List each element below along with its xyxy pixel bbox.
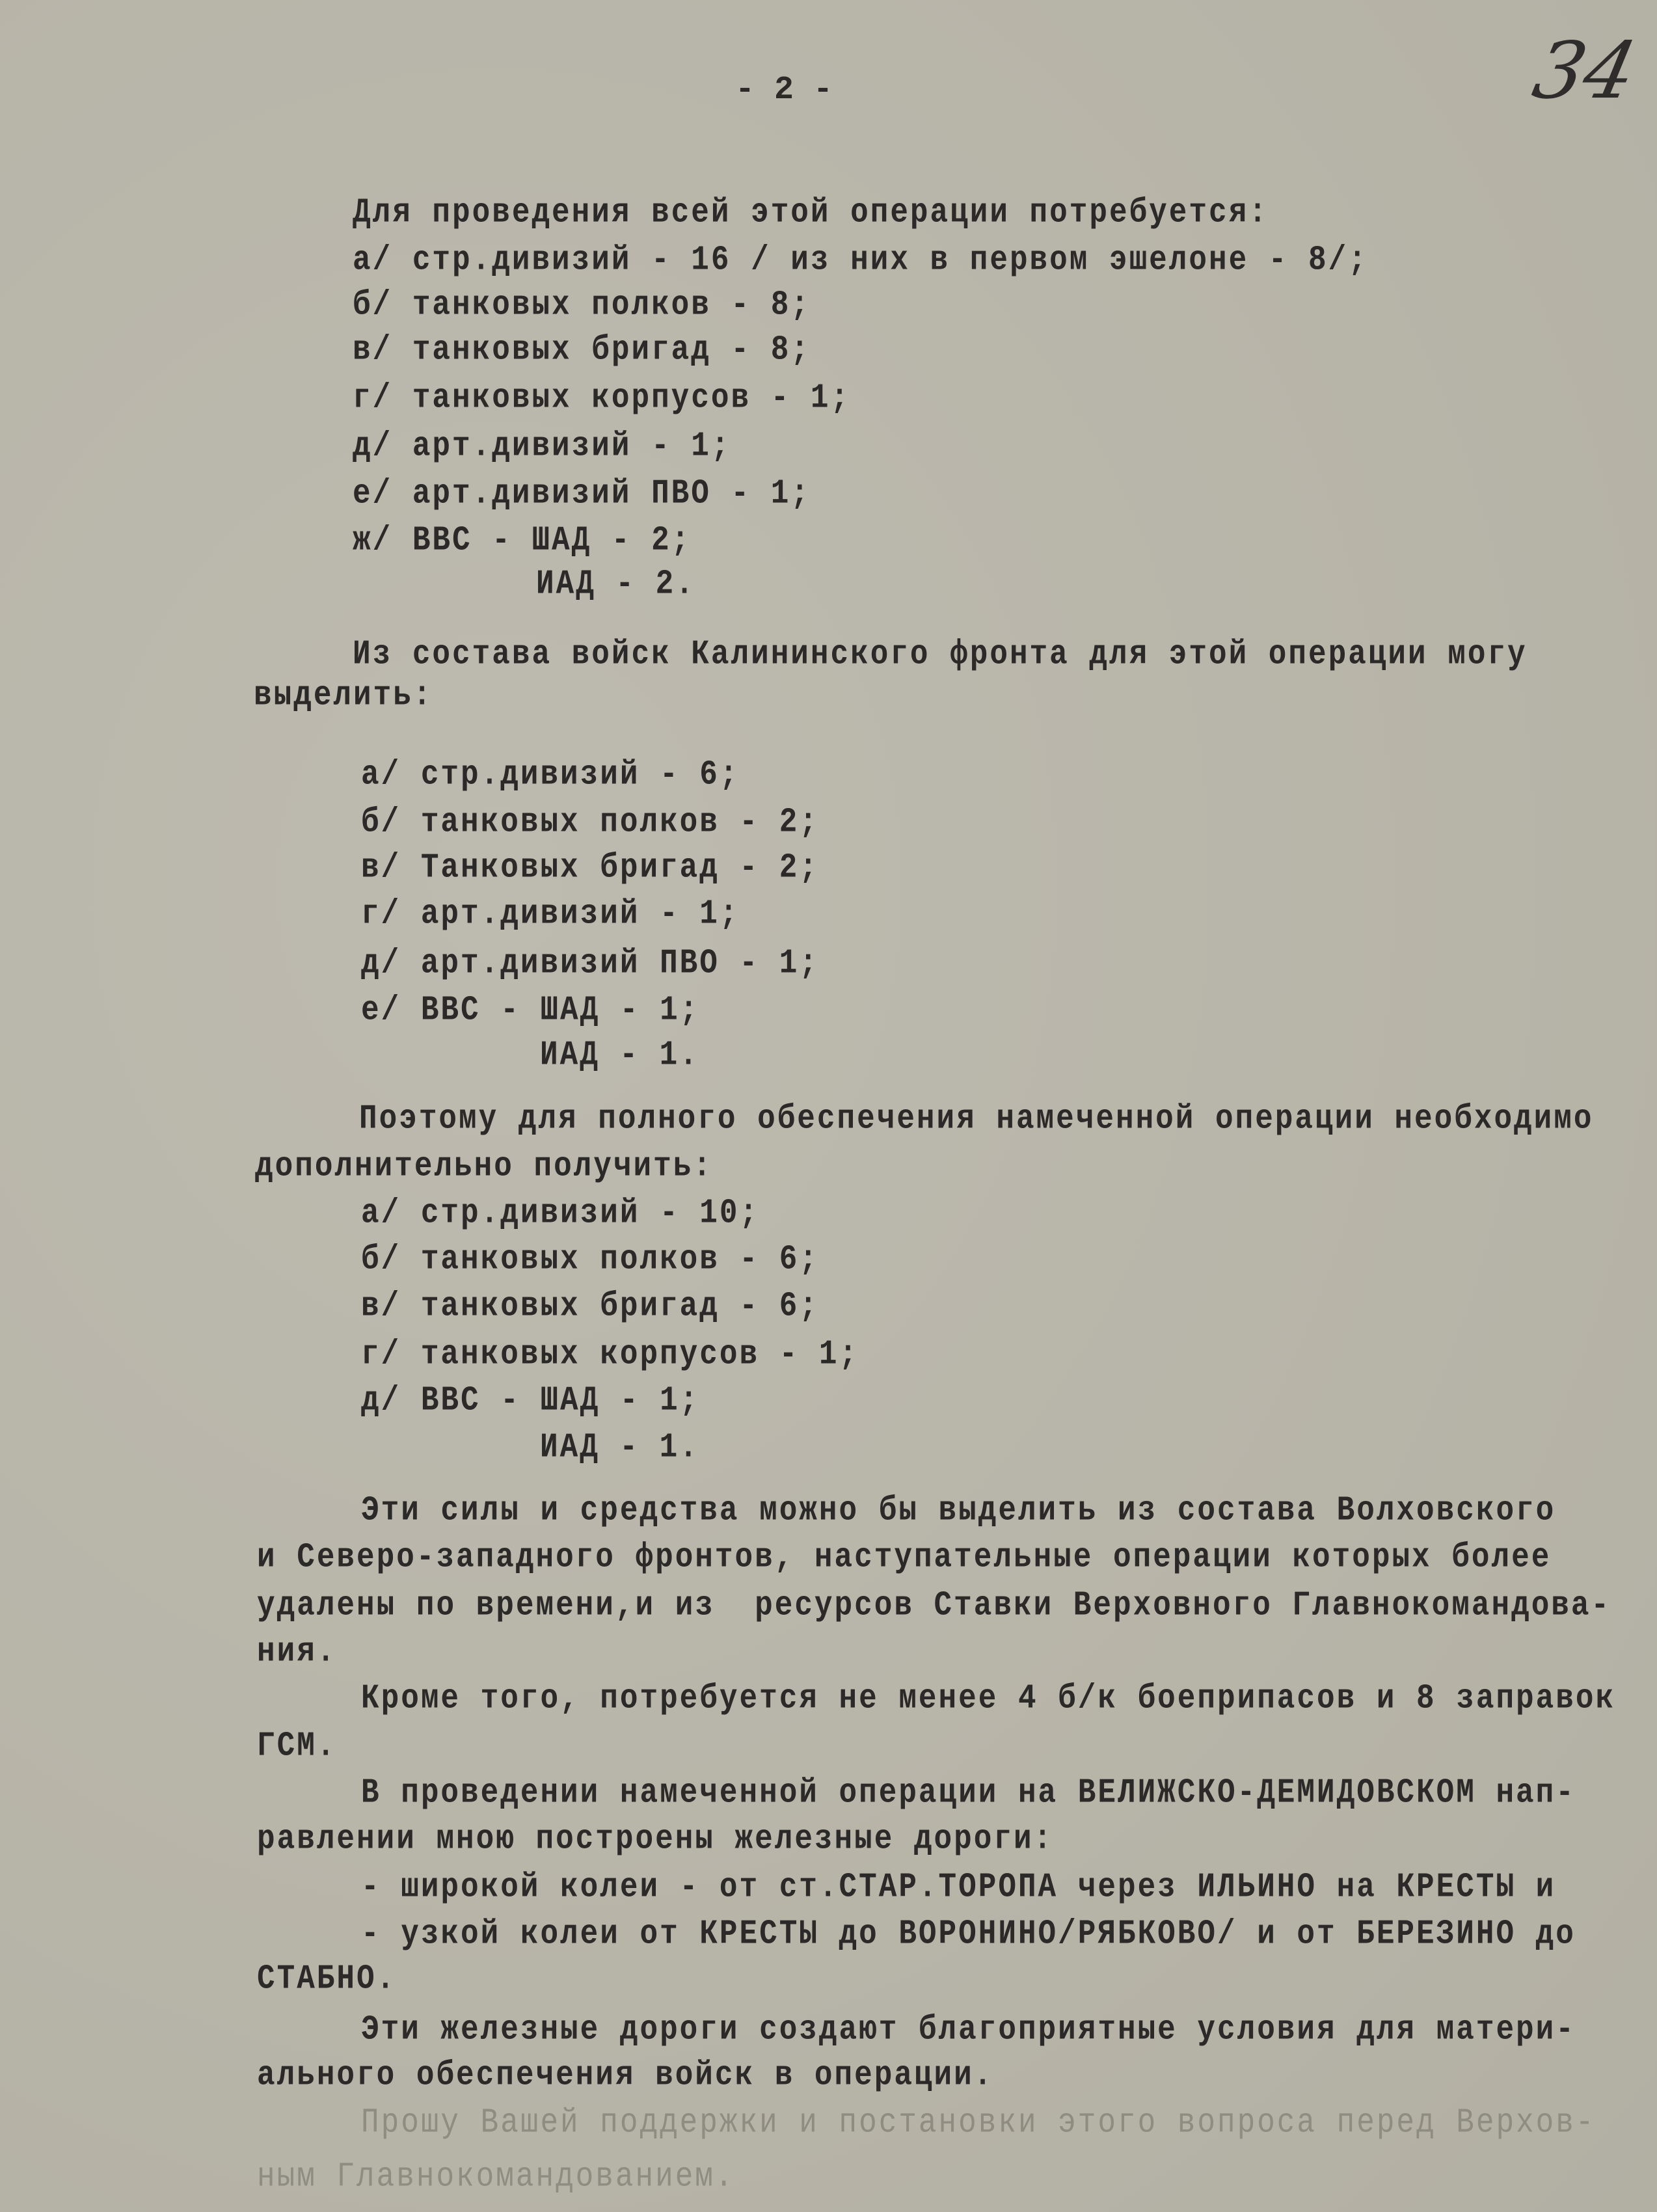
text-line: г/ танковых корпусов - 1;: [353, 378, 851, 418]
text-line: а/ стр.дивизий - 10;: [361, 1193, 760, 1233]
text-line: г/ танковых корпусов - 1;: [361, 1334, 859, 1374]
text-line: Эти железные дороги создают благоприятные условия для матери-: [361, 2010, 1576, 2049]
text-line: е/ ВВС - ШАД - 1;: [361, 990, 700, 1030]
text-line: ИАД - 1.: [540, 1035, 699, 1075]
text-line: в/ танковых бригад - 8;: [353, 330, 811, 370]
text-line: д/ арт.дивизий - 1;: [353, 426, 731, 466]
faint-text-line: Прошу Вашей поддержки и постановки этого вопроса перед Верхов-: [361, 2103, 1596, 2142]
text-line: а/ стр.дивизий - 16 / из них в первом эшелоне - 8/;: [353, 240, 1368, 280]
text-line: ИАД - 2.: [536, 564, 695, 604]
text-line: д/ ВВС - ШАД - 1;: [361, 1381, 700, 1420]
text-line: удалены по времени,и из ресурсов Ставки Верховного Главнокомандова-: [257, 1585, 1611, 1625]
text-line: Эти силы и средства можно бы выделить из состава Волховского: [361, 1490, 1556, 1530]
text-line: СТАБНО.: [257, 1959, 397, 1999]
handwritten-folio-number: 34: [1526, 26, 1645, 116]
text-line: Поэтому для полного обеспечения намеченной операции необходимо: [359, 1099, 1594, 1139]
text-line: выделить:: [254, 675, 433, 715]
text-line: ального обеспечения войск в операции.: [257, 2055, 994, 2095]
text-line: в/ Танковых бригад - 2;: [361, 848, 819, 887]
text-line: б/ танковых полков - 8;: [353, 285, 811, 325]
text-line: а/ стр.дивизий - 6;: [361, 755, 740, 794]
text-line: д/ арт.дивизий ПВО - 1;: [361, 943, 819, 983]
text-line: е/ арт.дивизий ПВО - 1;: [353, 474, 811, 513]
text-line: и Северо-западного фронтов, наступательные операции которых более: [257, 1537, 1552, 1577]
text-line: ИАД - 1.: [540, 1427, 699, 1467]
text-line: б/ танковых полков - 6;: [361, 1239, 819, 1279]
text-line: в/ танковых бригад - 6;: [361, 1286, 819, 1326]
text-line: ния.: [257, 1632, 337, 1671]
text-line: В проведении намеченной операции на ВЕЛИЖСКО-ДЕМИДОВСКОМ нап-: [361, 1773, 1576, 1813]
text-line: г/ арт.дивизий - 1;: [361, 894, 740, 934]
text-line: ГСМ.: [257, 1726, 337, 1766]
text-line: Кроме того, потребуется не менее 4 б/к боеприпасов и 8 заправок: [361, 1679, 1616, 1718]
text-line: равлении мною построены железные дороги:: [257, 1819, 1054, 1859]
page-number: - 2 -: [735, 72, 833, 109]
text-line: б/ танковых полков - 2;: [361, 802, 819, 842]
text-line: дополнительно получить:: [255, 1146, 713, 1186]
text-line: - узкой колеи от КРЕСТЫ до ВОРОНИНО/РЯБКОВО/ и от БЕРЕЗИНО до: [361, 1914, 1576, 1954]
text-line: ж/ ВВС - ШАД - 2;: [353, 520, 692, 560]
faint-text-line: ным Главнокомандованием.: [257, 2157, 735, 2196]
text-line: Из состава войск Калининского фронта для этой операции могу: [353, 634, 1528, 674]
text-line: Для проведения всей этой операции потребуется:: [353, 193, 1269, 232]
text-line: - широкой колеи - от ст.СТАР.ТОРОПА через ИЛЬИНО на КРЕСТЫ и: [361, 1867, 1556, 1907]
